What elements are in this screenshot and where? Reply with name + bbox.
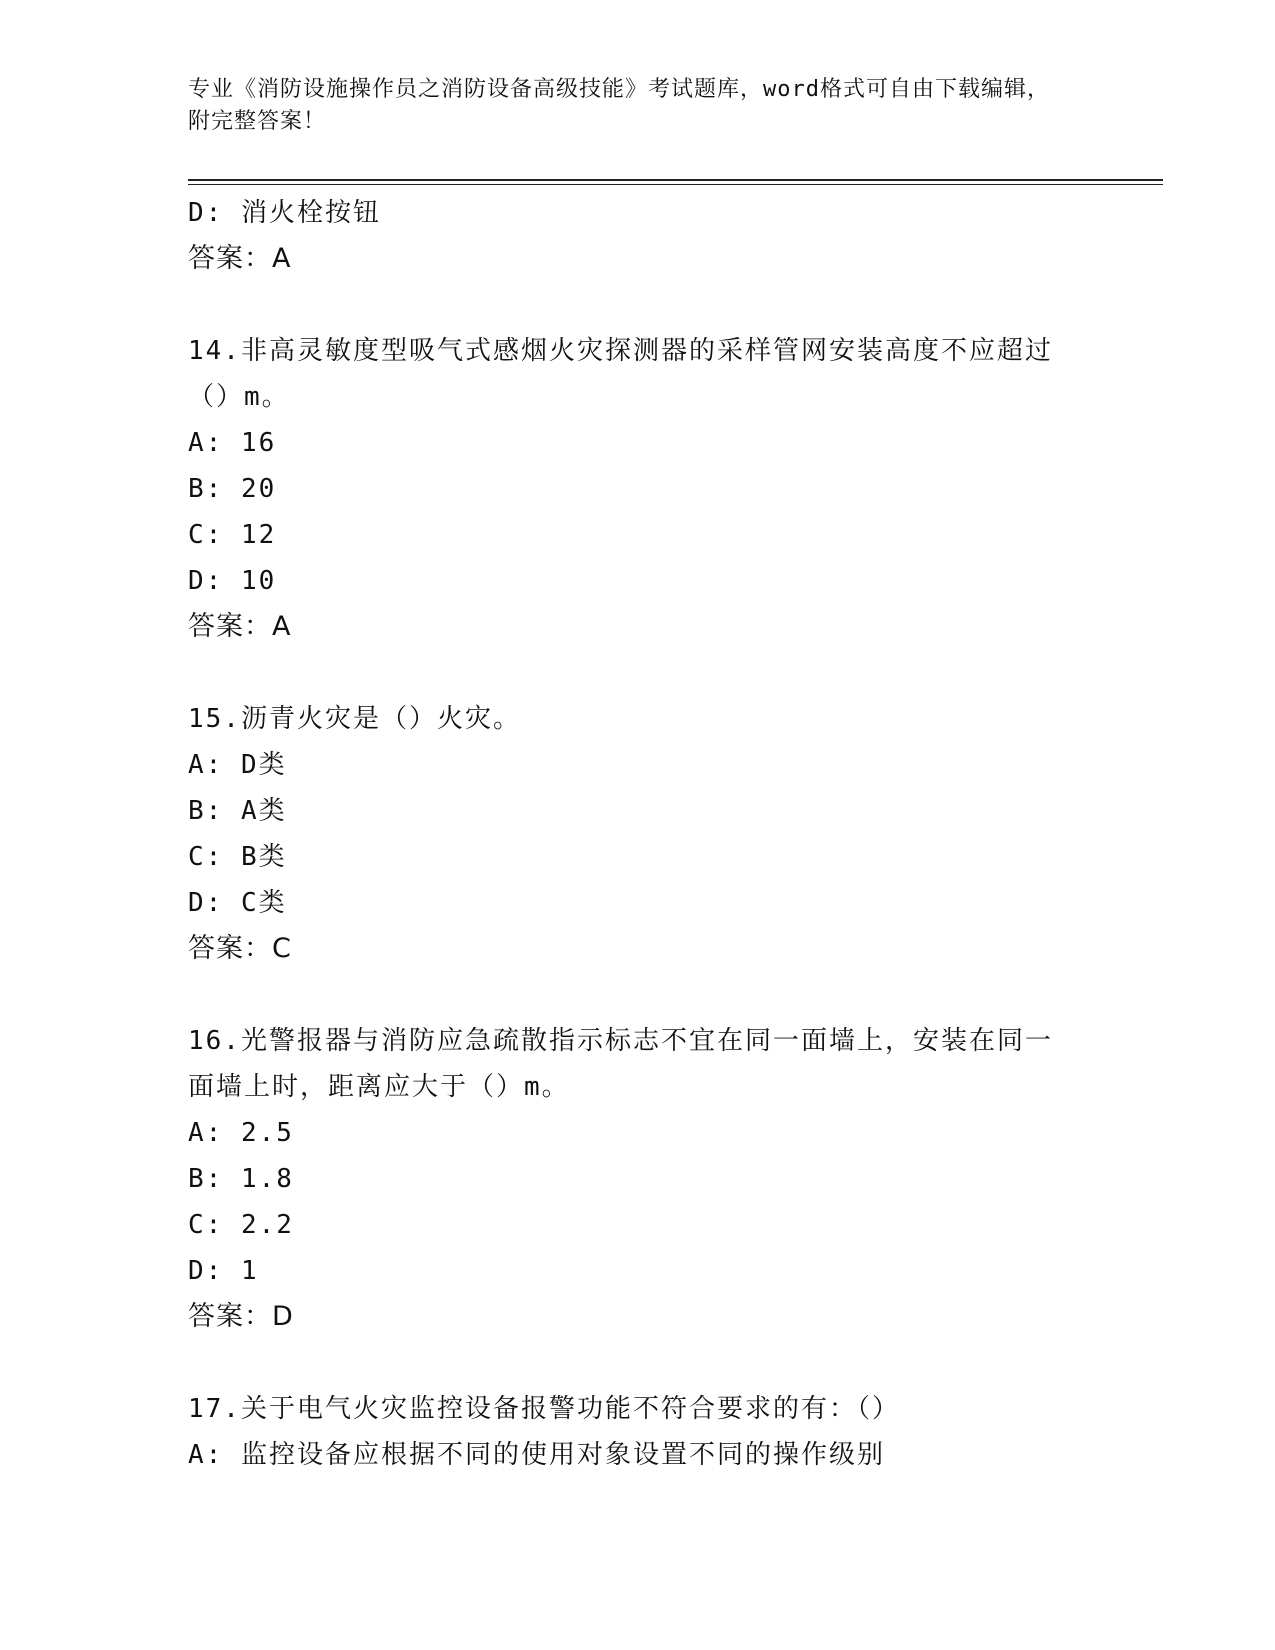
spacer	[188, 972, 1088, 1018]
spacer	[188, 282, 1088, 328]
option-a: A: 监控设备应根据不同的使用对象设置不同的操作级别	[188, 1440, 885, 1470]
option-a: A: 2.5	[188, 1118, 294, 1148]
question-15	[188, 696, 1088, 972]
question-stem-line: 16.光警报器与消防应急疏散指示标志不宜在同一面墙上，安装在同一	[188, 1026, 1053, 1056]
document-header: 专业《消防设施操作员之消防设备高级技能》考试题库，word格式可自由下载编辑，附完整答案！	[188, 77, 1050, 134]
question-16	[188, 1018, 1088, 1340]
spacer	[188, 650, 1088, 696]
answer-line: 答案：C	[188, 933, 292, 964]
option-a: A: 16	[188, 428, 277, 458]
question-stem-line: （）m。	[188, 382, 290, 412]
header-divider-thick	[188, 179, 1163, 181]
option-c: C: B类	[188, 842, 287, 872]
option-d: D: C类	[188, 888, 287, 918]
option-c: C: 2.2	[188, 1210, 294, 1240]
option-d: D: 消火栓按钮	[188, 198, 381, 228]
option-b: B: A类	[188, 796, 287, 826]
option-a: A: D类	[188, 750, 287, 780]
option-c: C: 12	[188, 520, 277, 550]
option-d: D: 10	[188, 566, 277, 596]
question-stem-line: 15.沥青火灾是（）火灾。	[188, 704, 521, 734]
option-b: B: 20	[188, 474, 277, 504]
answer-line: 答案：A	[188, 611, 292, 642]
question-stem-line: 面墙上时，距离应大于（）m。	[188, 1072, 570, 1102]
spacer	[188, 1340, 1088, 1386]
question-14	[188, 328, 1088, 650]
question-17	[188, 1386, 1088, 1478]
answer-line: 答案：A	[188, 243, 292, 274]
option-d: D: 1	[188, 1256, 259, 1286]
question-list	[188, 190, 1088, 1478]
option-b: B: 1.8	[188, 1164, 294, 1194]
answer-line: 答案：D	[188, 1301, 294, 1332]
question-stem-line: 14.非高灵敏度型吸气式感烟火灾探测器的采样管网安装高度不应超过	[188, 336, 1053, 366]
question-stem-line: 17.关于电气火灾监控设备报警功能不符合要求的有：（）	[188, 1394, 900, 1424]
header-divider-thin	[188, 184, 1163, 185]
